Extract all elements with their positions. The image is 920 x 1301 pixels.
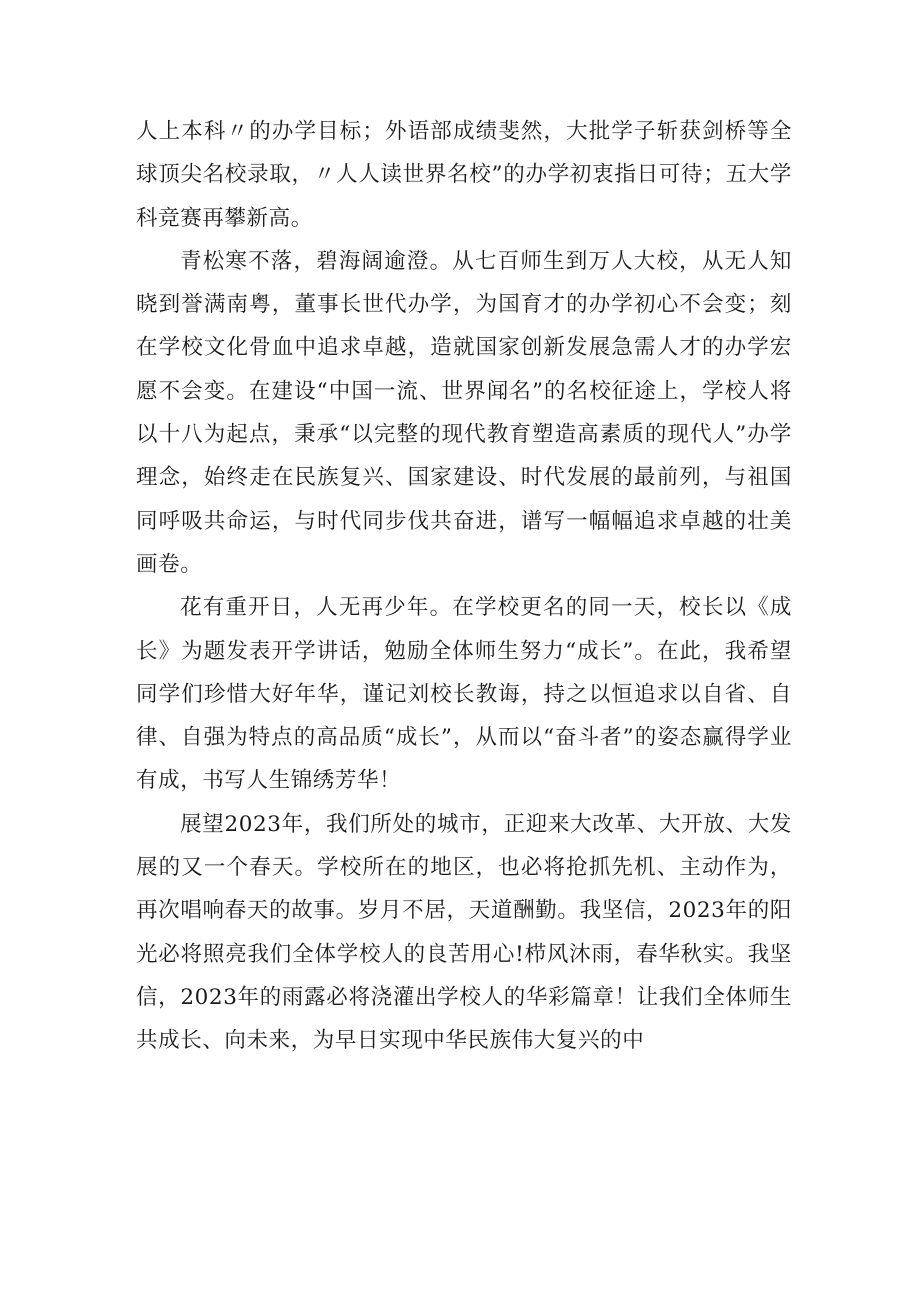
paragraph-1: 人上本科〃的办学目标；外语部成绩斐然，大批学子斩获剑桥等全球顶尖名校录取，〃人人读世界名校”的办学初衷指日可待；五大学科竞赛再攀新高。 <box>136 119 792 231</box>
paragraph-4: 展望2023年，我们所处的城市，正迎来大改革、大开放、大发展的又一个春天。学校所在的地区，也必将抢抓先机、主动作为，再次唱响春天的故事。岁月不居，天道酬勤。我坚信，2023年的阳光必将照亮我们全体学校人的良苦用心!栉风沐雨，春华秋实。我坚信，2023年的雨露必将浇灌出学校人的华彩篇章！让我们全体师生共成长、向未来，为早日实现中华民族伟大复兴的中 <box>136 811 792 1054</box>
paragraph-3: 花有重开日，人无再少年。在学校更名的同一天，校长以《成长》为题发表开学讲话，勉励全体师生努力“成长”。在此，我希望同学们珍惜大好年华，谨记刘校长教诲，持之以恒追求以自省、自律、自强为特点的高品质“成长”，从而以“奋斗者”的姿态赢得学业有成，书写人生锦绣芳华！ <box>136 595 792 794</box>
document-body <box>136 110 792 1063</box>
paragraph-2: 青松寒不落，碧海阔逾澄。从七百师生到万人大校，从无人知晓到誉满南粤，董事长世代办学，为国育才的办学初心不会变；刻在学校文化骨血中追求卓越，造就国家创新发展急需人才的办学宏愿不会变。在建设“中国一流、世界闻名”的名校征途上，学校人将以十八为起点，秉承“以完整的现代教育塑造高素质的现代人”办学理念，始终走在民族复兴、国家建设、时代发展的最前列，与祖国同呼吸共命运，与时代同步伐共奋进，谱写一幅幅追求卓越的壮美画卷。 <box>136 248 792 577</box>
